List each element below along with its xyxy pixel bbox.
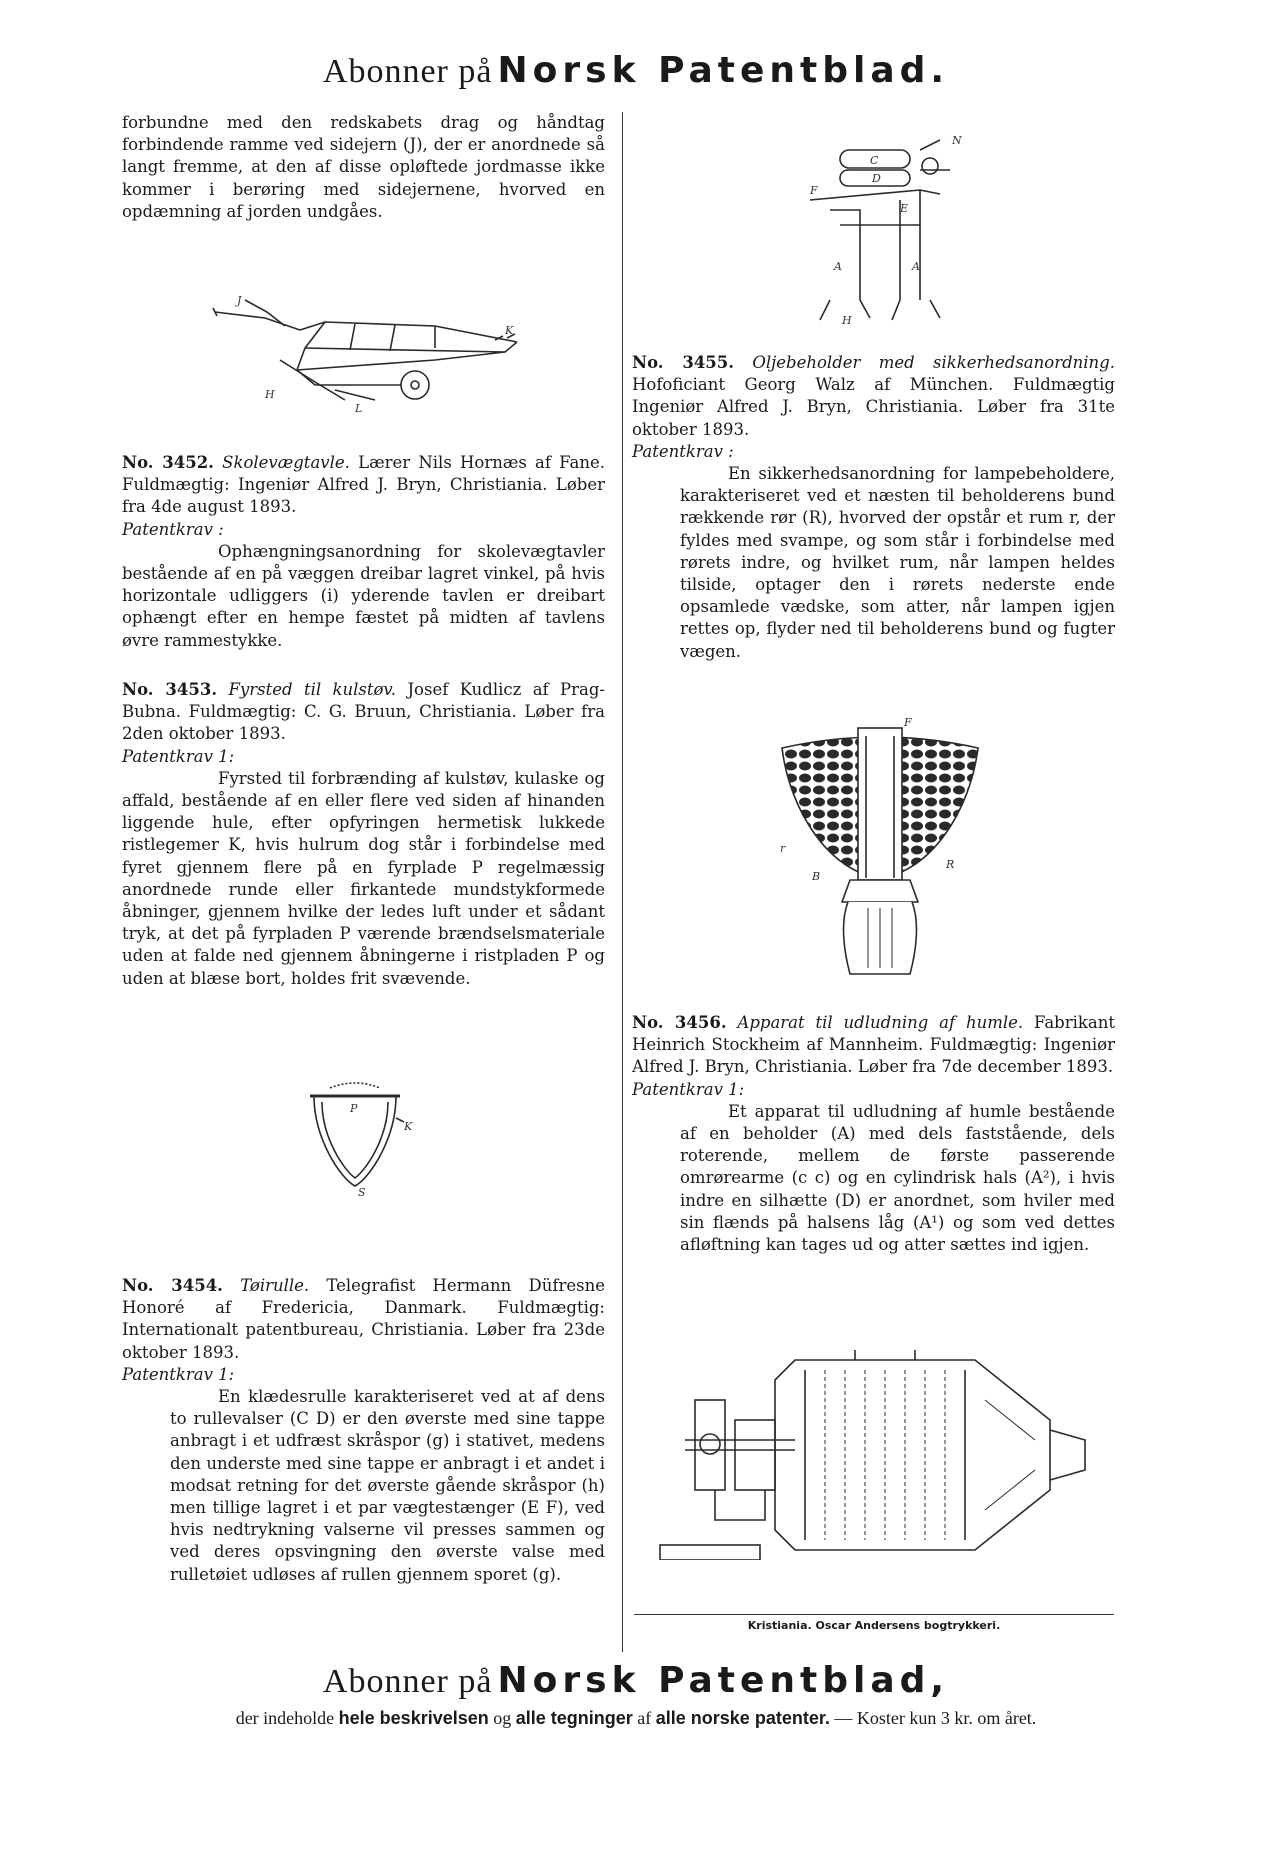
- figure-hop-apparatus: [655, 1340, 1095, 1560]
- tagline-bold: hele beskrivelsen: [338, 1708, 489, 1728]
- banner-brand: Norsk Patentblad.: [497, 50, 950, 91]
- patent-3456: [632, 1012, 1115, 1256]
- svg-text:F: F: [810, 184, 818, 197]
- svg-text:K: K: [404, 1120, 413, 1133]
- patent-3453: [122, 679, 605, 990]
- patent-krav-text: En klædesrulle karakteriseret ved at af dens to rullevalser (C D) er den øverste med sine tappe anbragt i et udfræst skråspor (g) i stativet, medens den underste med sine tappe er anbragt i et andet i modsat retning for det øverste gående skråspor (h) men tillige lagret i et par vægtestænger (E F), ved hvis nedtrykning valserne vil presses sammen og ved deres opsvingning den øverste valse med rulletøiet udløses af rullen gjennem sporet (g).: [170, 1387, 605, 1584]
- patent-krav-text: En sikkerhedsanordning for lampebeholdere, karakteriseret ved et næsten til beholderens bund rækkende rør (R), hvorved der opstår et rum r, der fyldes med svampe, og som står i forbindelse med rørets indre, og hvilket rum, når lampen heldes tilside, optager den i rørets nederste ende opsamlede vædske, som atter, når lampen igjen rettes op, flyder ned til beholderens bund og fugter vægen.: [680, 464, 1115, 661]
- patent-3452: [122, 452, 605, 652]
- svg-text:D: D: [872, 172, 881, 185]
- patent-details: Telegrafist Hermann Düfresne Honoré af Fredericia, Danmark. Fuldmægtig: Internationalt patentbureau, Christiania. Løber fra 23de oktober 1893.: [122, 1276, 605, 1362]
- patent-krav-label: Patentkrav 1:: [632, 1079, 745, 1099]
- svg-text:R: R: [946, 858, 955, 871]
- tagline-part: — Koster kun 3 kr. om året.: [834, 1708, 1037, 1728]
- patent-krav-text: Ophængningsanordning for skolevægtavler bestående af en på væggen dreibar lagret vinkel, på hvis horizontale udliggers (i) yderende tavlen er dreibart ophængt efter en hempe fæstet på midten af tavlens øvre rammestykke.: [122, 541, 605, 650]
- figure-plough: [205, 290, 545, 415]
- figure-mangle: [800, 130, 970, 325]
- patent-title: Fyrsted til kulstøv.: [228, 680, 397, 699]
- patent-krav-label: Patentkrav :: [122, 519, 224, 539]
- svg-text:E: E: [900, 202, 909, 215]
- patent-title: Skolevægtavle.: [222, 453, 350, 472]
- patent-number: No. 3452.: [122, 453, 214, 472]
- svg-text:S: S: [358, 1186, 366, 1198]
- patent-details: Josef Kudlicz af Prag-Bubna. Fuldmægtig: C. G. Bruun, Christiania. Løber fra 2den oktober 1893.: [122, 680, 606, 744]
- figure-oil-container: [770, 712, 990, 982]
- svg-text:H: H: [265, 388, 275, 401]
- tagline-bold: alle norske patenter.: [655, 1708, 830, 1728]
- patent-title: Oljebeholder med sikkerhedsanordning.: [752, 353, 1115, 372]
- tagline-bold: alle tegninger: [515, 1708, 633, 1728]
- svg-text:C: C: [870, 154, 879, 167]
- banner-prefix: Abonner på: [322, 53, 493, 90]
- svg-text:P: P: [350, 1102, 358, 1115]
- svg-text:L: L: [355, 402, 363, 415]
- continuation-text: forbundne med den redskabets drag og håndtag forbindende ramme ved sidejern (J), der er anordnede så langt fremme, at den af disse opløftede jordmasse ikke kommer i berøring med sidejernene, hvorved en opdæmning af jorden undgåes.: [122, 113, 605, 221]
- svg-text:H: H: [842, 314, 852, 325]
- patent-krav-text: Et apparat til udludning af humle bestående af en beholder (A) med dels faststående, dels roterende, mellem de første passerende omrørearme (c c) og en cylindrisk hals (A²), i hvis indre en silhætte (D) er anordnet, som hviler med sin flænds på halsens låg (A¹) og som ved dettes afløftning kan tages ud og atter sættes ind igjen.: [680, 1101, 1115, 1255]
- patent-number: No. 3456.: [632, 1013, 727, 1032]
- banner-prefix: Abonner på: [322, 1663, 493, 1700]
- tagline-part: der indeholde: [235, 1708, 335, 1728]
- tagline-part: af: [637, 1708, 652, 1728]
- patent-title: Apparat til udludning af humle.: [737, 1013, 1024, 1032]
- svg-text:A: A: [912, 260, 920, 273]
- patent-details: Hofoficiant Georg Walz af München. Fuldmægtig Ingeniør Alfred J. Bryn, Christiania. Løber fra 31te oktober 1893.: [632, 375, 1115, 439]
- patent-3454: [122, 1275, 605, 1586]
- svg-text:K: K: [505, 324, 514, 337]
- tagline-part: og: [493, 1708, 512, 1728]
- patent-krav-label: Patentkrav 1:: [122, 1364, 235, 1384]
- svg-text:r: r: [780, 842, 786, 855]
- bottom-banner: [0, 1660, 1272, 1701]
- figure-grate: [300, 1078, 420, 1198]
- patent-number: No. 3455.: [632, 353, 735, 372]
- patent-number: No. 3453.: [122, 680, 218, 699]
- printer-rule: [634, 1614, 1114, 1615]
- svg-text:B: B: [812, 870, 821, 883]
- printer-imprint: Kristiania. Oscar Andersens bogtrykkeri.: [747, 1619, 1001, 1632]
- svg-text:N: N: [952, 134, 962, 147]
- patent-3455: [632, 352, 1115, 663]
- patent-details: Lærer Nils Hornæs af Fane. Fuldmægtig: Ingeniør Alfred J. Bryn, Christiania. Løber fra 4de august 1893.: [122, 453, 605, 517]
- left-continuation: [122, 112, 605, 223]
- patent-number: No. 3454.: [122, 1276, 223, 1295]
- svg-text:A: A: [834, 260, 842, 273]
- patent-krav-text: Fyrsted til forbrænding af kulstøv, kulaske og affald, bestående af en eller flere ved siden af hinanden liggende hule, efter opfyringen hermetisk lukkede ristlegemer K, hvis hulrum dog står i forbindelse med fyret gjennem flere på en fyrplade P regelmæssig anordnede runde eller firkantede mundstykformede åbninger, gjennem hvilke der ledes luft under et sådant tryk, at det på fyrpladen P værende brændselsmateriale uden at falde ned gjennem åbningerne i ristpladen P og uden at blæse bort, holdes frit svævende.: [122, 768, 605, 988]
- svg-text:F: F: [904, 716, 912, 729]
- column-divider: [622, 112, 623, 1652]
- patent-krav-label: Patentkrav :: [632, 441, 734, 461]
- subscription-tagline: [0, 1708, 1272, 1729]
- top-banner: [0, 50, 1272, 91]
- patent-details: Fabrikant Heinrich Stockheim af Mannheim. Fuldmægtig: Ingeniør Alfred J. Bryn, Christiania. Løber fra 7de december 1893.: [632, 1013, 1115, 1077]
- svg-text:J: J: [237, 294, 242, 307]
- patent-title: Tøirulle.: [240, 1276, 310, 1295]
- banner-brand: Norsk Patentblad,: [497, 1660, 950, 1701]
- patent-krav-label: Patentkrav 1:: [122, 746, 235, 766]
